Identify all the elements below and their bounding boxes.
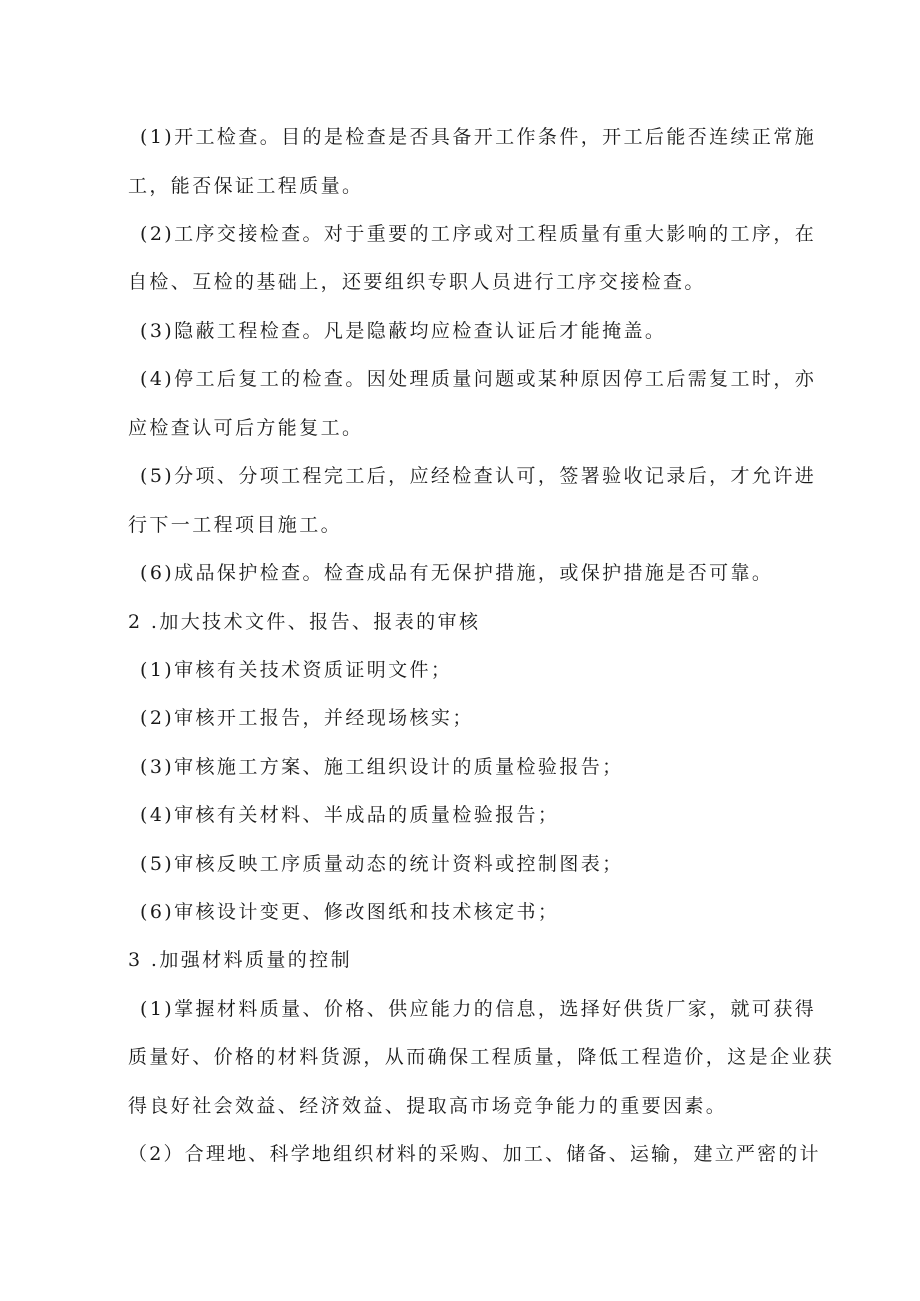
list-item: (5)审核反映工序质量动态的统计资料或控制图表； bbox=[140, 853, 624, 875]
list-item: (3)审核施工方案、施工组织设计的质量检验报告； bbox=[140, 756, 624, 778]
paragraph-line: 得良好社会效益、经济效益、提取高市场竞争能力的重要因素。 bbox=[128, 1095, 728, 1117]
section-heading: 3 .加强材料质量的控制 bbox=[128, 949, 352, 971]
paragraph-line: (4)停工后复工的检查。因处理质量问题或某种原因停工后需复工时，亦 bbox=[140, 368, 817, 390]
paragraph-line: (5)分项、分项工程完工后，应经检查认可，签署验收记录后，才允许进 bbox=[140, 465, 817, 487]
paragraph-line: (1)掌握材料质量、价格、供应能力的信息，选择好供货厂家，就可获得 bbox=[140, 998, 817, 1020]
paragraph-line: (2)工序交接检查。对于重要的工序或对工程质量有重大影响的工序，在 bbox=[140, 223, 817, 245]
paragraph-line: （2）合理地、科学地组织材料的采购、加工、储备、运输，建立严密的计 bbox=[128, 1143, 821, 1165]
list-item: (2)审核开工报告，并经现场核实； bbox=[140, 707, 474, 729]
paragraph-line: (3)隐蔽工程检查。凡是隐蔽均应检查认证后才能掩盖。 bbox=[140, 320, 667, 342]
paragraph-line: 质量好、价格的材料货源，从而确保工程质量，降低工程造价，这是企业获 bbox=[128, 1046, 835, 1068]
list-item: (6)审核设计变更、修改图纸和技术核定书； bbox=[140, 901, 560, 923]
paragraph-line: 自检、互检的基础上，还要组织专职人员进行工序交接检查。 bbox=[128, 271, 706, 293]
paragraph-line: 工，能否保证工程质量。 bbox=[128, 175, 364, 197]
list-item: (4)审核有关材料、半成品的质量检验报告； bbox=[140, 804, 560, 826]
paragraph-line: (1)开工检查。目的是检查是否具备开工作条件，开工后能否连续正常施 bbox=[140, 126, 817, 148]
section-heading: 2 .加大技术文件、报告、报表的审核 bbox=[128, 611, 481, 633]
list-item: (1)审核有关技术资质证明文件； bbox=[140, 659, 453, 681]
paragraph-line: 行下一工程项目施工。 bbox=[128, 514, 343, 536]
paragraph-line: 应检查认可后方能复工。 bbox=[128, 417, 364, 439]
paragraph-line: (6)成品保护检查。检查成品有无保护措施，或保护措施是否可靠。 bbox=[140, 562, 774, 584]
